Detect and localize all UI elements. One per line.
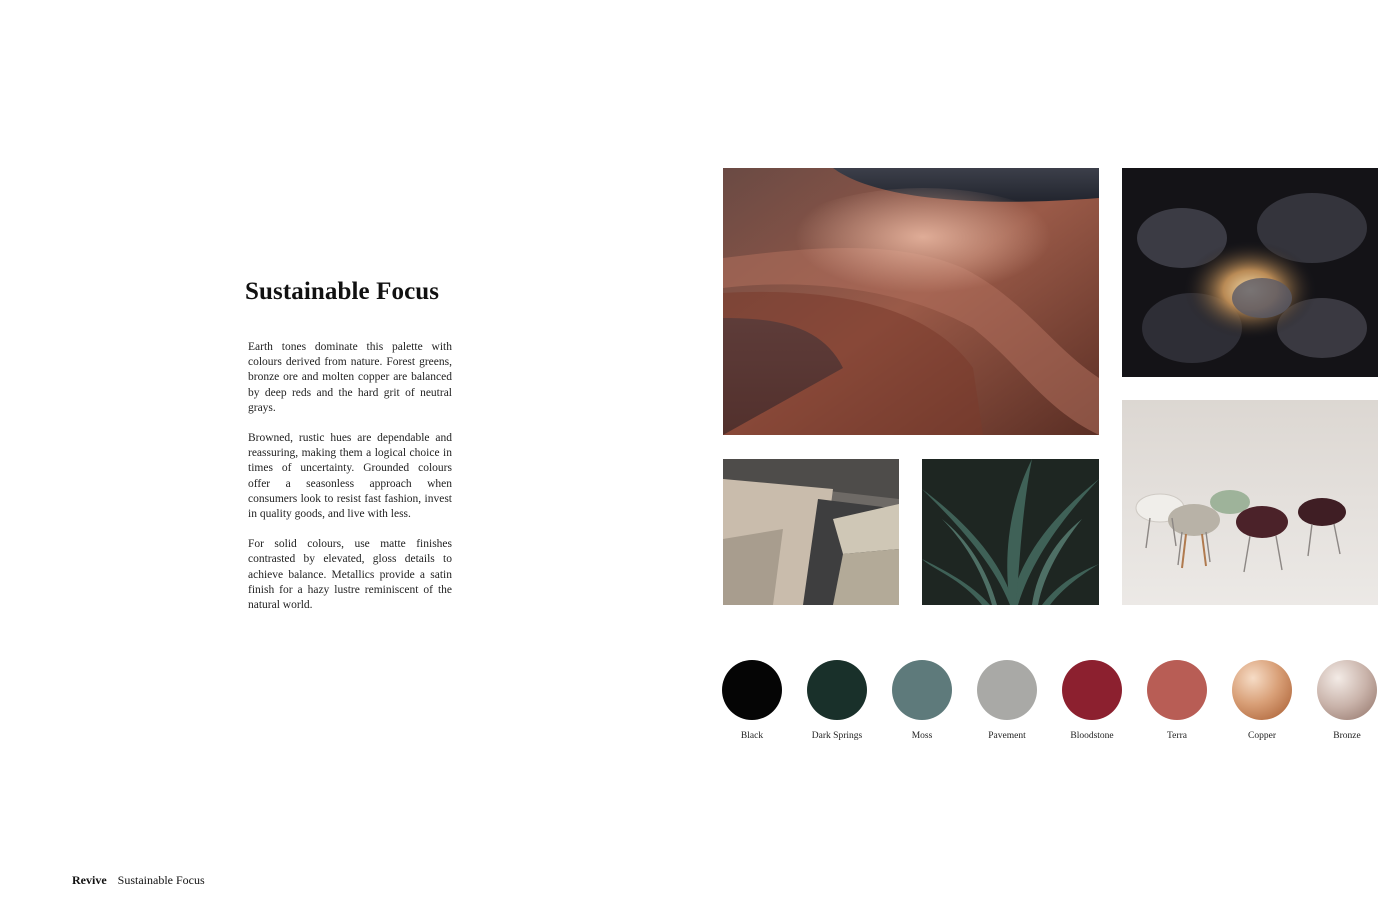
swatch-label: Black: [740, 731, 764, 741]
agate-stone-photo: [1122, 168, 1378, 377]
lounge-chairs-photo: [1122, 400, 1378, 605]
stone-tiles-photo: [723, 459, 899, 605]
paragraph: Earth tones dominate this palette with colours derived from nature. Forest greens, bronze ore and molten copper are balanced by deep reds and the hard grit of neutral grays.: [248, 341, 452, 414]
swatch-label: Bloodstone: [1070, 731, 1114, 741]
footer-brand: Revive: [72, 873, 107, 887]
swatch-circle: [1232, 660, 1292, 720]
aloe-plant-photo: [922, 459, 1099, 605]
swatch-circle: [807, 660, 867, 720]
swatch-label: Dark Springs: [811, 731, 863, 741]
page-title: Sustainable Focus: [245, 278, 440, 305]
swatch-circle: [1317, 660, 1377, 720]
swatch-label: Pavement: [988, 731, 1026, 741]
paragraph: For solid colours, use matte finishes contrasted by elevated, gloss details to achieve balance. Metallics provide a satin finish for a hazy lustre reminiscent of the natural world.: [248, 538, 452, 612]
swatch-label: Bronze: [1333, 731, 1361, 741]
copper-basin-photo: [723, 168, 1099, 435]
swatch-label: Terra: [1167, 731, 1187, 741]
swatch-circle: [892, 660, 952, 720]
swatch-circle: [1062, 660, 1122, 720]
footer-section: Sustainable Focus: [117, 873, 205, 887]
swatch-label: Copper: [1248, 731, 1276, 741]
swatch-label: Moss: [911, 731, 933, 741]
swatch-circle: [1147, 660, 1207, 720]
paragraph: Browned, rustic hues are dependable and reassuring, making them a logical choice in times of uncertainty. Grounded colours offer a seasonless approach when consumers look to resist fast fashion, invest in quality goods, and live with less.: [248, 432, 452, 521]
swatch-circle: [722, 660, 782, 720]
color-palette: [722, 660, 1400, 750]
body-text: [248, 340, 452, 628]
page-footer: [72, 873, 205, 888]
swatch-circle: [977, 660, 1037, 720]
